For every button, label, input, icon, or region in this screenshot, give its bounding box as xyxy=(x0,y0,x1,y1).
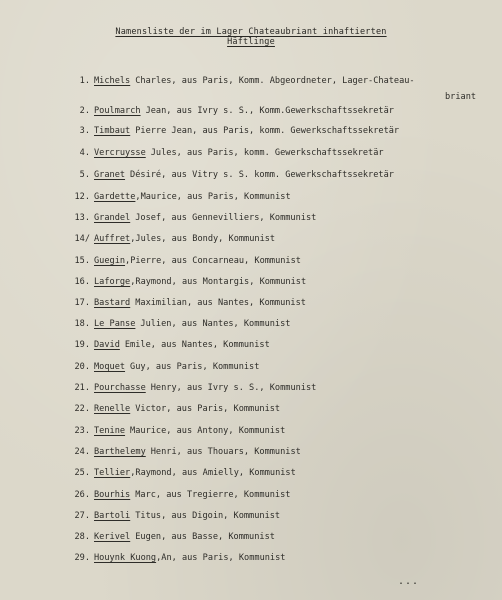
entry-details: Emile, aus Nantes, Kommunist xyxy=(124,340,270,350)
list-item xyxy=(0,124,502,138)
entry-surname: Houynk Kuong xyxy=(94,553,157,563)
entry-number: 28. xyxy=(74,532,90,542)
entry-number: 12. xyxy=(74,192,90,202)
entry-surname: Laforge xyxy=(94,277,131,287)
entry-number: 27. xyxy=(74,511,90,521)
list-item xyxy=(0,381,502,395)
entry-surname: Grandel xyxy=(94,213,131,223)
list-item xyxy=(0,338,502,352)
document-title-line-1: Namensliste der im Lager Chateaubriant inhaftierten xyxy=(115,27,387,37)
list-item xyxy=(0,104,502,118)
list-item xyxy=(0,317,502,331)
list-item xyxy=(0,146,502,160)
entry-surname: Poulmarch xyxy=(94,106,141,116)
entry-number: 17. xyxy=(74,298,90,308)
entry-details: Henri, aus Thouars, Kommunist xyxy=(150,447,301,457)
entry-number: 29. xyxy=(74,553,90,563)
entry-details: Jean, aus Ivry s. S., Komm.Gewerkschaftssekretär xyxy=(145,106,394,116)
entry-number: 19. xyxy=(74,340,90,350)
entry-surname: Le Panse xyxy=(94,319,136,329)
entry-details: ,An, aus Paris, Kommunist xyxy=(156,553,286,563)
entry-number: 21. xyxy=(74,383,90,393)
entry-number: 14/ xyxy=(74,234,90,244)
list-item xyxy=(0,509,502,523)
entry-surname: Tenine xyxy=(94,426,126,436)
entry-number: 20. xyxy=(74,362,90,372)
entry-details: Henry, aus Ivry s. S., Kommunist xyxy=(150,383,317,393)
entry-details: Maurice, aus Antony, Kommunist xyxy=(130,426,286,436)
entry-surname: Pourchasse xyxy=(94,383,146,393)
list-item xyxy=(0,211,502,225)
list-item xyxy=(0,232,502,246)
list-item xyxy=(0,445,502,459)
entry-surname: Timbaut xyxy=(94,126,131,136)
entry-details: Pierre Jean, aus Paris, komm. Gewerkschaftssekretär xyxy=(135,126,400,136)
entry-details: Maximilian, aus Nantes, Kommunist xyxy=(135,298,306,308)
entry-surname: Michels xyxy=(94,76,131,86)
list-item xyxy=(0,360,502,374)
entry-number: 22. xyxy=(74,404,90,414)
entry-details: Eugen, aus Basse, Kommunist xyxy=(135,532,275,542)
list-item xyxy=(0,424,502,438)
entry-surname: Vercruysse xyxy=(94,148,146,158)
list-item xyxy=(0,402,502,416)
entry-details: Désiré, aus Vitry s. S. komm. Gewerkschaftssekretär xyxy=(130,170,394,180)
list-item xyxy=(0,74,502,88)
list-item xyxy=(0,168,502,182)
entry-details: ,Pierre, aus Concarneau, Kommunist xyxy=(125,256,301,266)
entry-number: 15. xyxy=(74,256,90,266)
entry-number: 5. xyxy=(79,170,90,180)
entry-details: Charles, aus Paris, Komm. Abgeordneter, Lager-Chateau- xyxy=(135,76,415,86)
entry-surname: Bourhis xyxy=(94,490,131,500)
entry-surname: Tellier xyxy=(94,468,131,478)
entry-number: 24. xyxy=(74,447,90,457)
entry-details: Jules, aus Paris, komm. Gewerkschaftssekretär xyxy=(150,148,384,158)
entry-1-continuation: briant xyxy=(445,92,477,102)
entry-surname: Renelle xyxy=(94,404,131,414)
entry-number: 1. xyxy=(79,76,90,86)
entry-details: ,Maurice, aus Paris, Kommunist xyxy=(135,192,291,202)
entry-number: 25. xyxy=(74,468,90,478)
entry-number: 2. xyxy=(79,106,90,116)
list-item xyxy=(0,275,502,289)
entry-surname: Auffret xyxy=(94,234,131,244)
entry-number: 26. xyxy=(74,490,90,500)
list-item xyxy=(0,551,502,565)
entry-surname: Moquet xyxy=(94,362,126,372)
document-title-line-2: Häftlinge xyxy=(227,37,275,47)
entry-surname: Bastard xyxy=(94,298,131,308)
entry-details: ,Jules, aus Bondy, Kommunist xyxy=(130,234,276,244)
list-item xyxy=(0,190,502,204)
entry-details: Victor, aus Paris, Kommunist xyxy=(135,404,281,414)
entry-surname: Gardette xyxy=(94,192,136,202)
entry-details: Guy, aus Paris, Kommunist xyxy=(130,362,260,372)
entry-number: 23. xyxy=(74,426,90,436)
entry-details: Julien, aus Nantes, Kommunist xyxy=(140,319,291,329)
entry-number: 3. xyxy=(79,126,90,136)
entry-surname: Granet xyxy=(94,170,126,180)
list-item xyxy=(0,296,502,310)
entry-details: Titus, aus Digoin, Kommunist xyxy=(135,511,281,521)
list-item xyxy=(0,254,502,268)
entry-number: 16. xyxy=(74,277,90,287)
entry-surname: Barthelemy xyxy=(94,447,146,457)
continuation-ellipsis: ... xyxy=(398,576,420,587)
entry-surname: Bartoli xyxy=(94,511,131,521)
entry-details: ,Raymond, aus Amielly, Kommunist xyxy=(130,468,296,478)
entry-details: Josef, aus Gennevilliers, Kommunist xyxy=(135,213,317,223)
entry-number: 18. xyxy=(74,319,90,329)
entry-surname: Guegin xyxy=(94,256,126,266)
entry-details: Marc, aus Tregierre, Kommunist xyxy=(135,490,291,500)
list-item xyxy=(0,488,502,502)
entry-details: ,Raymond, aus Montargis, Kommunist xyxy=(130,277,307,287)
entry-surname: Kerivel xyxy=(94,532,131,542)
entry-surname: David xyxy=(94,340,120,350)
list-item xyxy=(0,530,502,544)
entry-number: 4. xyxy=(79,148,90,158)
list-item xyxy=(0,466,502,480)
entry-number: 13. xyxy=(74,213,90,223)
